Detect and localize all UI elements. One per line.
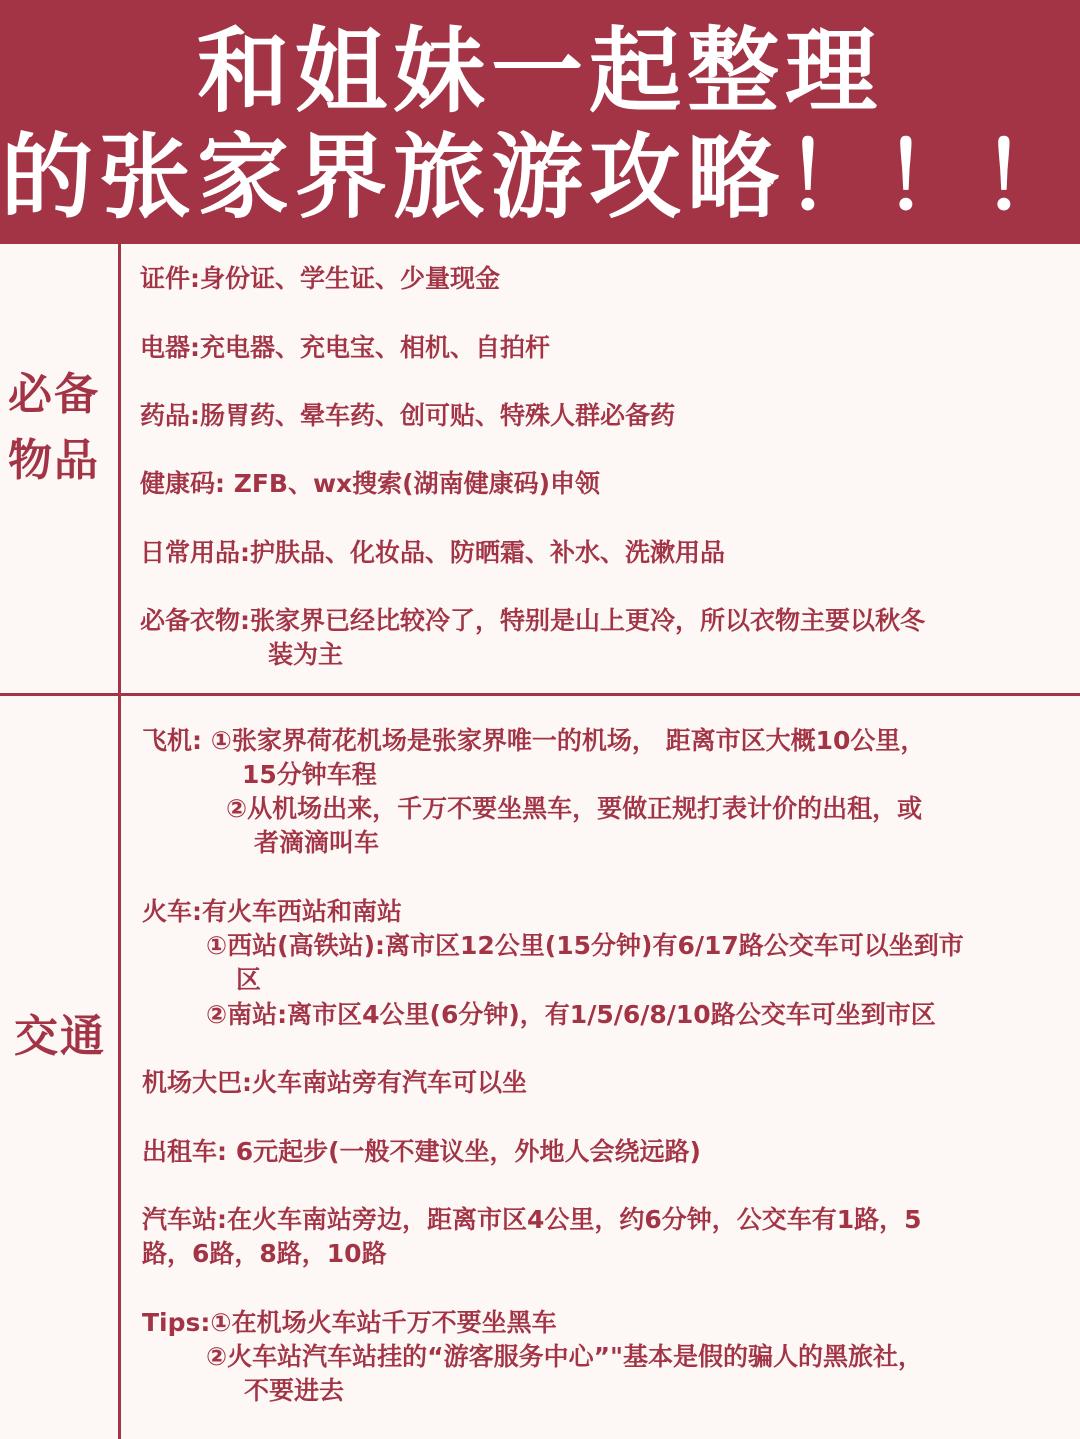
- transport-plane-3: ②从机场出来，千万不要坐黑车，要做正规打表计价的出租，或: [226, 794, 923, 823]
- essentials-item-health-code: 健康码: ZFB、wx搜索(湖南健康码)申领: [140, 469, 601, 498]
- transport-train-2: ①西站(高铁站):离市区12公里(15分钟)有6/17路公交车可以坐到市: [206, 931, 964, 960]
- transport-plane-2: 15分钟车程: [242, 760, 377, 789]
- transport-train-1: 火车:有火车西站和南站: [142, 897, 402, 926]
- transport-train-4: ②南站:离市区4公里(6分钟)，有1/5/6/8/10路公交车可坐到市区: [206, 1000, 936, 1029]
- essentials-item-documents: 证件:身份证、学生证、少量现金: [140, 264, 500, 293]
- section-divider: [0, 693, 1080, 696]
- title-line-1: 和姐妹一起整理: [196, 18, 883, 125]
- transport-bus-station-2: 路，6路，8路，10路: [142, 1239, 387, 1268]
- transport-plane-1: 飞机: ①张家界荷花机场是张家界唯一的机场， 距离市区大概10公里，: [142, 726, 926, 755]
- transport-plane-4: 者滴滴叫车: [254, 828, 380, 857]
- transport-tips-3: 不要进去: [244, 1376, 345, 1405]
- column-divider: [118, 244, 121, 1439]
- essentials-item-daily: 日常用品:护肤品、化妆品、防晒霜、补水、洗漱用品: [140, 538, 725, 567]
- transport-tips-1: Tips:①在机场火车站千万不要坐黑车: [142, 1308, 557, 1337]
- title-line-2: 的张家界旅游攻略！！！: [0, 124, 1079, 231]
- transport-label: 交通: [14, 1011, 106, 1062]
- essentials-label-line-2: 物品: [8, 435, 100, 486]
- essentials-item-clothes-cont: 装为主: [268, 640, 344, 669]
- essentials-label-line-1: 必备: [8, 369, 100, 420]
- title-banner: [0, 0, 1080, 244]
- transport-taxi: 出租车: 6元起步(一般不建议坐，外地人会绕远路): [142, 1137, 701, 1166]
- essentials-item-electronics: 电器:充电器、充电宝、相机、自拍杆: [140, 333, 550, 362]
- transport-bus-station-1: 汽车站:在火车南站旁边，距离市区4公里，约6分钟，公交车有1路，5: [142, 1205, 922, 1234]
- transport-train-3: 区: [236, 965, 262, 994]
- essentials-item-medicine: 药品:肠胃药、晕车药、创可贴、特殊人群必备药: [140, 401, 675, 430]
- transport-airport-bus: 机场大巴:火车南站旁有汽车可以坐: [142, 1068, 527, 1097]
- transport-tips-2: ②火车站汽车站挂的“游客服务中心”"基本是假的骗人的黑旅社，: [206, 1342, 924, 1371]
- essentials-item-clothes: 必备衣物:张家界已经比较冷了，特别是山上更冷，所以衣物主要以秋冬: [140, 606, 926, 635]
